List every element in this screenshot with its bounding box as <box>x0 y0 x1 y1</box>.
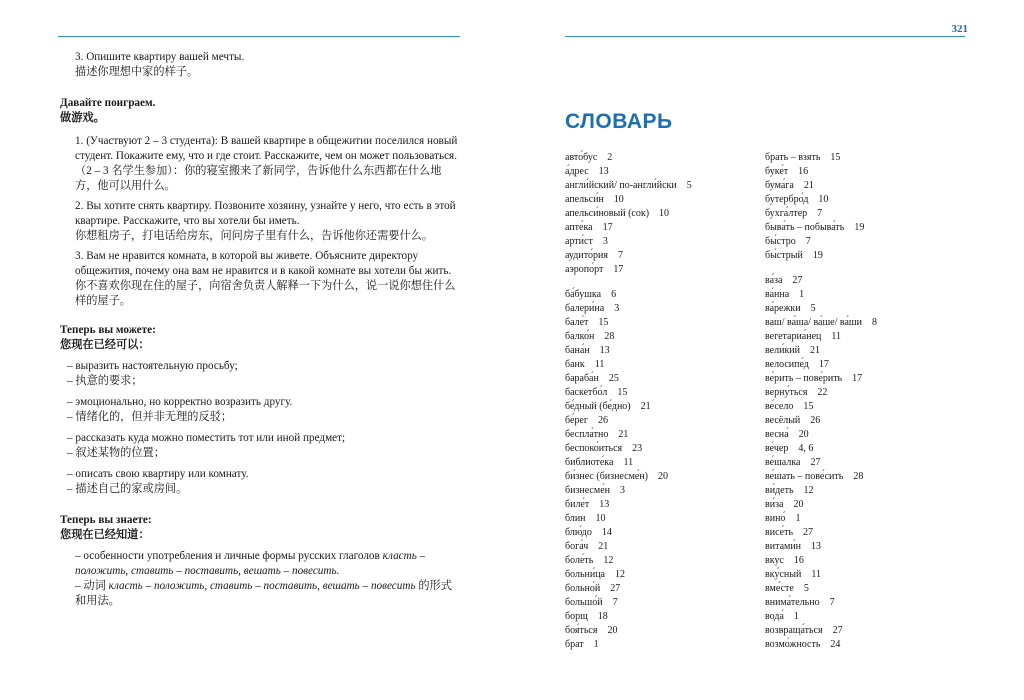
dictionary-word: ве́шалка <box>765 457 801 468</box>
task-3-zh: 描述你理想中家的样子。 <box>75 66 199 78</box>
know-item-zh-prefix: – 动词 <box>75 580 109 592</box>
dictionary-letter-gap <box>765 263 965 274</box>
dictionary-entry <box>565 316 765 330</box>
dictionary-word: брат <box>565 639 584 650</box>
dictionary-lesson-number: 17 <box>852 373 863 384</box>
dictionary-lesson-number: 4, 6 <box>798 443 814 454</box>
dictionary-entry <box>765 638 965 652</box>
dictionary-lesson-number: 7 <box>617 250 623 261</box>
know-heading-ru: Теперь вы знаете: <box>60 514 152 526</box>
dictionary-entry <box>765 554 965 568</box>
dictionary-lesson-number: 27 <box>832 625 843 636</box>
dictionary-word: ваш/ ва́ша/ ва́ше/ ва́ши <box>765 317 862 328</box>
dictionary-word: большо́й <box>565 597 603 608</box>
dictionary-lesson-number: 24 <box>830 639 841 650</box>
dictionary-word: ве́чер <box>765 443 789 454</box>
dictionary-entry <box>565 400 765 414</box>
dictionary-entry <box>565 624 765 638</box>
dictionary-entry <box>765 400 965 414</box>
dictionary-entry <box>565 151 765 165</box>
dictionary-entry <box>565 165 765 179</box>
dictionary-entry <box>565 358 765 372</box>
dictionary-entry <box>765 610 965 624</box>
dictionary-entry <box>565 428 765 442</box>
dictionary-word: библиоте́ка <box>565 457 614 468</box>
dictionary-lesson-number: 13 <box>598 166 609 177</box>
dictionary-word: биле́т <box>565 499 590 510</box>
can-heading-ru: Теперь вы можете: <box>60 324 156 336</box>
dictionary-lesson-number: 17 <box>602 222 613 233</box>
dictionary-entry <box>565 249 765 263</box>
dictionary-lesson-number: 2 <box>607 152 613 163</box>
dictionary-word: витами́н <box>765 541 802 552</box>
dictionary-entry <box>765 179 965 193</box>
dictionary-entry <box>765 540 965 554</box>
dictionary-lesson-number: 21 <box>618 429 629 440</box>
dictionary-lesson-number: 13 <box>599 499 610 510</box>
dictionary-word: брать – взять <box>765 152 821 163</box>
game-2-ru: 2. Вы хотите снять квартиру. Позвоните хозяину, узнайте у него, что есть в этой квартире. Расскажите, что вы хотели бы иметь. <box>75 200 456 227</box>
dictionary-lesson-number: 8 <box>871 317 877 328</box>
dictionary-word: блю́до <box>565 527 592 538</box>
dictionary-word: аэропо́рт <box>565 264 604 275</box>
dictionary-entry <box>565 344 765 358</box>
dictionary-entry <box>765 456 965 470</box>
dictionary-word: апте́ка <box>565 222 593 233</box>
dictionary-lesson-number: 18 <box>597 611 608 622</box>
dictionary-lesson-number: 1 <box>793 611 799 622</box>
dictionary-word: ва́нна <box>765 289 790 300</box>
dictionary-word: а́дрес <box>565 166 589 177</box>
game-3-ru: 3. Вам не нравится комната, в которой вы живете. Объясните директору общежития, почему она вам не нравится и в какой комнате вы хотели бы жить. <box>75 250 452 277</box>
dictionary-word: вино́ <box>765 513 786 524</box>
game-1-zh: （2 – 3 名学生参加）：你的寝室搬来了新同学，告诉他什么东西都在什么地方，他可以用什么。 <box>75 165 442 192</box>
dictionary-word: весёлый <box>765 415 801 426</box>
dictionary-entry <box>765 302 965 316</box>
dictionary-lesson-number: 21 <box>810 345 821 356</box>
dictionary-lesson-number: 12 <box>603 555 614 566</box>
dictionary-lesson-number: 27 <box>803 527 814 538</box>
dictionary-entry <box>765 165 965 179</box>
dictionary-entry <box>765 568 965 582</box>
dictionary-entry <box>565 498 765 512</box>
dictionary-entry <box>565 414 765 428</box>
dictionary-entry <box>765 526 965 540</box>
dictionary-lesson-number: 19 <box>812 250 823 261</box>
dictionary-entry <box>765 582 965 596</box>
dictionary-entry <box>565 302 765 316</box>
dictionary-lesson-number: 20 <box>793 499 804 510</box>
dictionary-column-2 <box>765 151 965 652</box>
dictionary-lesson-number: 19 <box>854 222 865 233</box>
dictionary-lesson-number: 5 <box>686 180 692 191</box>
dictionary-word: ви́за <box>765 499 784 510</box>
dictionary-lesson-number: 21 <box>640 401 651 412</box>
dictionary-lesson-number: 21 <box>598 541 609 552</box>
dictionary-word: бы́стрый <box>765 250 803 261</box>
dictionary-lesson-number: 5 <box>810 303 816 314</box>
dictionary-entry <box>765 372 965 386</box>
dictionary-lesson-number: 10 <box>818 194 829 205</box>
dictionary-entry <box>765 624 965 638</box>
dictionary-lesson-number: 7 <box>805 236 811 247</box>
dictionary-lesson-number: 28 <box>604 331 615 342</box>
dictionary-lesson-number: 12 <box>615 569 625 580</box>
dictionary-entry <box>765 288 965 302</box>
dictionary-entry <box>565 442 765 456</box>
dictionary-entry <box>765 498 965 512</box>
dictionary-entry <box>565 610 765 624</box>
dictionary-entry <box>565 554 765 568</box>
dictionary-word: бога́ч <box>565 541 589 552</box>
dictionary-entry <box>765 344 965 358</box>
know-heading-zh: 您现在已经知道： <box>60 529 150 541</box>
dictionary-entry <box>565 484 765 498</box>
dictionary-word: блин <box>565 513 586 524</box>
dictionary-word: бе́дный (бе́дно) <box>565 401 631 412</box>
dictionary-word: ви́деть <box>765 485 794 496</box>
dictionary-word: бутербро́д <box>765 194 809 205</box>
dictionary-entry <box>565 288 765 302</box>
dictionary-word: больни́ца <box>565 569 605 580</box>
can-item-2-zh: – 情绪化的，但并非无理的反驳； <box>67 411 233 423</box>
dictionary-word: ве́село <box>765 401 794 412</box>
dictionary-entry <box>765 316 965 330</box>
dictionary-word: бы́стро <box>765 236 796 247</box>
dictionary-entry <box>765 274 965 288</box>
header-rule-left <box>58 36 460 37</box>
dictionary-word: авто́бус <box>565 152 598 163</box>
dictionary-lesson-number: 27 <box>610 583 621 594</box>
dictionary-entry <box>765 414 965 428</box>
dictionary-word: би́знес (бизнесме́н) <box>565 471 649 482</box>
can-item-1-ru: – выразить настоятельную просьбу; <box>67 360 238 372</box>
dictionary-entry <box>565 235 765 249</box>
dictionary-word: боя́ться <box>565 625 598 636</box>
dictionary-lesson-number: 7 <box>612 597 618 608</box>
dictionary-word: борщ <box>565 611 588 622</box>
left-page <box>60 50 460 609</box>
dictionary-lesson-number: 22 <box>817 387 828 398</box>
dictionary-word: весна́ <box>765 429 789 440</box>
dictionary-word: буке́т <box>765 166 789 177</box>
know-item-ru <box>60 549 460 579</box>
dictionary-lesson-number: 14 <box>601 527 612 538</box>
dictionary-entry <box>765 358 965 372</box>
dictionary-entry <box>765 470 965 484</box>
dictionary-entry <box>565 526 765 540</box>
dictionary-word: бухга́лтер <box>765 208 808 219</box>
task-3-ru: 3. Опишите квартиру вашей мечты. <box>75 51 245 63</box>
dictionary-word: бале́т <box>565 317 589 328</box>
dictionary-entry <box>565 372 765 386</box>
dictionary-entry <box>765 151 965 165</box>
dictionary-word: беспла́тно <box>565 429 609 440</box>
dictionary-word: вели́кий <box>765 345 801 356</box>
dictionary-word: ба́бушка <box>565 289 602 300</box>
dictionary-word: беспоко́иться <box>565 443 623 454</box>
dictionary-entry <box>765 596 965 610</box>
dictionary-lesson-number: 3 <box>614 303 620 314</box>
dictionary-lesson-number: 3 <box>620 485 625 496</box>
dictionary-word: бе́рег <box>565 415 588 426</box>
dictionary-word: ва́за <box>765 275 783 286</box>
dictionary-lesson-number: 11 <box>811 569 821 580</box>
dictionary-lesson-number: 17 <box>818 359 829 370</box>
dictionary-lesson-number: 3 <box>602 236 608 247</box>
dictionary-entry <box>565 582 765 596</box>
dictionary-lesson-number: 11 <box>831 331 842 342</box>
dictionary-word: бизнесме́н <box>565 485 610 496</box>
dictionary-entry <box>765 235 965 249</box>
dictionary-entry <box>565 330 765 344</box>
dictionary-entry <box>765 221 965 235</box>
dictionary-word: аудито́рия <box>565 250 608 261</box>
header-rule-right <box>565 36 965 37</box>
dictionary-lesson-number: 20 <box>798 429 809 440</box>
dictionary-word: вегетариа́нец <box>765 331 822 342</box>
know-item-ru-text: – особенности употребления и личные формы русских глаголов <box>75 550 383 562</box>
dictionary-lesson-number: 13 <box>599 345 610 356</box>
dictionary-word: больно́й <box>565 583 601 594</box>
game-2-zh: 你想租房子，打电话给房东，问问房子里有什么，告诉他你还需要什么。 <box>75 230 434 242</box>
dictionary-word: банк <box>565 359 585 370</box>
dictionary-lesson-number: 20 <box>658 471 669 482</box>
dictionary-word: бана́н <box>565 345 590 356</box>
dictionary-word: апельси́н <box>565 194 604 205</box>
dictionary-entry <box>565 540 765 554</box>
dictionary-word: ве́шать – пове́сить <box>765 471 844 482</box>
dictionary-word: велосипе́д <box>765 359 809 370</box>
dictionary-entry <box>565 470 765 484</box>
dictionary-word: балко́н <box>565 331 595 342</box>
dictionary-entry <box>565 193 765 207</box>
dictionary-lesson-number: 26 <box>810 415 821 426</box>
dictionary-word: ве́рить – пове́рить <box>765 373 843 384</box>
game-1-ru: 1. (Участвуют 2 – 3 студента): В вашей квартире в общежитии поселился новый студент. Покажите ему, что и где стоит. Расскажите, чем он может пользоваться. <box>75 135 458 162</box>
dictionary-entry <box>765 484 965 498</box>
dictionary-lesson-number: 11 <box>623 457 634 468</box>
play-heading-ru: Давайте поиграем. <box>60 97 156 109</box>
dictionary-lesson-number: 10 <box>659 208 670 219</box>
dictionary-lesson-number: 25 <box>608 373 619 384</box>
dictionary-entry <box>565 456 765 470</box>
dictionary-lesson-number: 10 <box>595 513 606 524</box>
dictionary-lesson-number: 21 <box>803 180 814 191</box>
dictionary-word: балери́на <box>565 303 605 314</box>
dictionary-entry <box>765 249 965 263</box>
dictionary-word: вку́сный <box>765 569 802 580</box>
dictionary-entry <box>765 386 965 400</box>
dictionary-lesson-number: 11 <box>594 359 605 370</box>
dictionary-entry <box>765 442 965 456</box>
dictionary-word: апельси́новый (сок) <box>565 208 650 219</box>
dictionary-lesson-number: 12 <box>803 485 814 496</box>
dictionary-lesson-number: 16 <box>798 166 809 177</box>
dictionary-lesson-number: 10 <box>613 194 624 205</box>
dictionary-word: вода́ <box>765 611 784 622</box>
dictionary-word: быва́ть – побыва́ть <box>765 222 845 233</box>
dictionary-word: боле́ть <box>565 555 594 566</box>
dictionary-entry <box>565 263 765 277</box>
dictionary-lesson-number: 1 <box>799 289 805 300</box>
dictionary-lesson-number: 17 <box>613 264 624 275</box>
can-item-4-zh: – 描述自己的家或房间。 <box>67 483 188 495</box>
know-item-zh <box>60 579 460 609</box>
dictionary-word: верну́ться <box>765 387 808 398</box>
dictionary-lesson-number: 15 <box>617 387 628 398</box>
dictionary-word: внима́тельно <box>765 597 820 608</box>
dictionary-entry <box>765 512 965 526</box>
dictionary-entry <box>765 330 965 344</box>
dictionary-word: вкус <box>765 555 784 566</box>
dictionary-entry <box>565 386 765 400</box>
can-item-3-ru: – рассказать куда можно поместить тот или иной предмет; <box>67 432 346 444</box>
dictionary-lesson-number: 28 <box>853 471 864 482</box>
page-number: 321 <box>951 23 968 35</box>
dictionary-lesson-number: 1 <box>795 513 801 524</box>
dictionary-word: возвраща́ться <box>765 625 823 636</box>
dictionary-entry <box>565 179 765 193</box>
can-item-4-ru: – описать свою квартиру или комнату. <box>67 468 249 480</box>
dictionary-letter-gap <box>565 277 765 288</box>
know-item-zh-suffix: 的形式和用法。 <box>75 580 452 607</box>
dictionary-word: англи́йский/ по-англи́йски <box>565 180 677 191</box>
dictionary-entry <box>565 207 765 221</box>
dictionary-entry <box>765 193 965 207</box>
dictionary-entry <box>765 428 965 442</box>
dictionary-lesson-number: 1 <box>593 639 599 650</box>
dictionary-lesson-number: 27 <box>810 457 821 468</box>
dictionary-entry <box>565 221 765 235</box>
dictionary-lesson-number: 20 <box>607 625 618 636</box>
dictionary-entry <box>765 207 965 221</box>
can-heading-zh: 您现在已经可以： <box>60 339 150 351</box>
dictionary-lesson-number: 15 <box>830 152 841 163</box>
dictionary-entry <box>565 596 765 610</box>
dictionary-entry <box>565 512 765 526</box>
dictionary-lesson-number: 15 <box>598 317 609 328</box>
can-item-2-ru: – эмоционально, но корректно возразить другу. <box>67 396 293 408</box>
dictionary-lesson-number: 5 <box>803 583 809 594</box>
dictionary-word: арти́ст <box>565 236 593 247</box>
game-3-zh: 你不喜欢你现在住的屋子，向宿舍负责人解释一下为什么，说一说你想住什么样的屋子。 <box>75 280 456 307</box>
dictionary-word: ва́режки <box>765 303 801 314</box>
dictionary-word: бараба́н <box>565 373 599 384</box>
dictionary-lesson-number: 7 <box>829 597 835 608</box>
dictionary-word: возмо́жность <box>765 639 821 650</box>
dictionary-lesson-number: 13 <box>811 541 822 552</box>
play-heading-zh: 做游戏。 <box>60 112 105 124</box>
dictionary-entry <box>565 568 765 582</box>
know-item-zh-verbs: класть – положить, ставить – поставить, вешать – повесить <box>108 580 416 592</box>
dictionary-lesson-number: 26 <box>597 415 608 426</box>
dictionary-entry <box>565 638 765 652</box>
can-item-3-zh: – 叙述某物的位置； <box>67 447 165 459</box>
dictionary-word: баскетбо́л <box>565 387 608 398</box>
dictionary-lesson-number: 27 <box>792 275 803 286</box>
can-item-1-zh: – 执意的要求； <box>67 375 143 387</box>
know-item-ru-verbs: класть – положить, ставить – поставить, вешать – повесить. <box>75 550 426 577</box>
dictionary-lesson-number: 15 <box>803 401 814 412</box>
dictionary-lesson-number: 6 <box>611 289 617 300</box>
dictionary-lesson-number: 7 <box>817 208 823 219</box>
dictionary-lesson-number: 16 <box>793 555 804 566</box>
dictionary-word: вме́сте <box>765 583 794 594</box>
dictionary-column-1 <box>565 151 765 652</box>
dictionary-word: висе́ть <box>765 527 794 538</box>
dictionary-lesson-number: 23 <box>632 443 643 454</box>
dictionary-title: СЛОВАРЬ <box>565 110 673 133</box>
dictionary-word: бума́га <box>765 180 794 191</box>
